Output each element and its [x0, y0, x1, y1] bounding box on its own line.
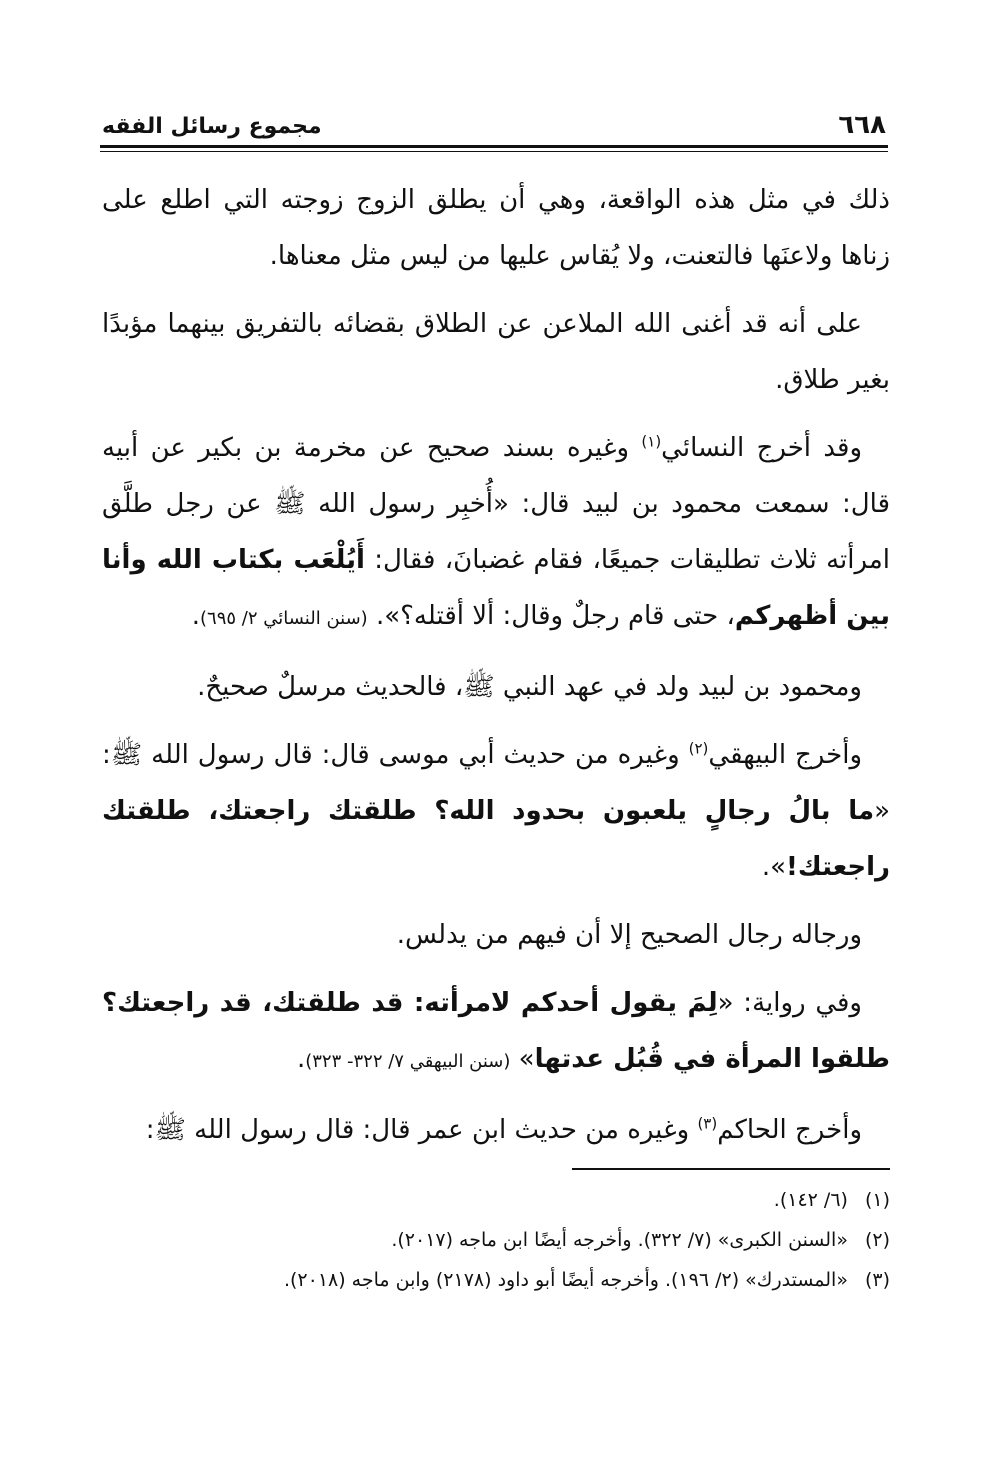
paragraph-text: »: [510, 1044, 535, 1074]
citation-text: (سنن النسائي ٢/ ٦٩٥): [200, 608, 368, 629]
paragraph-p3: [102, 420, 890, 647]
page-header: [100, 108, 888, 148]
paragraph-p2: [102, 296, 890, 408]
footnote-number: (٣): [864, 1269, 890, 1291]
paragraph-text: وغيره من حديث أبي موسى قال: قال رسول الله ﷺ: «: [102, 740, 890, 826]
paragraph-p7: [102, 975, 890, 1090]
paragraph-text: .: [296, 1044, 306, 1074]
running-title: مجموع رسائل الفقه: [102, 114, 322, 139]
footnote-text: (٦/ ١٤٢).: [773, 1189, 848, 1211]
footnote-item: [102, 1180, 890, 1220]
footnote-number: (٢): [864, 1229, 890, 1251]
main-text: [102, 172, 890, 1170]
footnote-separator: [572, 1168, 890, 1170]
paragraph-p8: [102, 1102, 890, 1158]
paragraph-text: ».: [761, 852, 787, 882]
quoted-hadith-text: لِمَ يقول أحدكم لامرأته: قد طلقتك، قد راجعتك؟ طلقوا المرأة في قُبُل عدتها: [102, 988, 890, 1074]
header-rule-thin: [100, 151, 888, 152]
paragraph-text: .: [191, 601, 201, 631]
footnote-ref: (١): [641, 432, 662, 451]
paragraph-text: ذلك في مثل هذه الواقعة، وهي أن يطلق الزوج زوجته التي اطلع على زناها ولاعنَها فالتعنت، ولا يُقاس عليها من ليس مثل معناها.: [102, 185, 890, 271]
footnote-ref: (٢): [688, 739, 709, 758]
paragraph-text: وأخرج البيهقي: [708, 740, 863, 770]
paragraph-text: ، حتى قام رجلٌ وقال: ألا أقتله؟».: [367, 601, 735, 631]
quoted-hadith-text: ما بالُ رجالٍ يلعبون بحدود الله؟ طلقتك راجعتك، طلقتك راجعتك!: [102, 796, 890, 882]
paragraph-text: وغيره بسند صحيح عن مخرمة بن بكير عن أبيه قال: سمعت محمود بن لبيد قال: «أُخبِر رسول الله ﷺ عن رجل طلَّق امرأته ثلاث تطليقات جميعًا، فقام غضبانَ، فقال:: [102, 433, 891, 575]
paragraph-text: وفي رواية: «: [717, 988, 862, 1018]
paragraph-p1: [102, 172, 890, 284]
paragraph-text: وأخرج الحاكم: [717, 1115, 862, 1145]
paragraph-text: ورجاله رجال الصحيح إلا أن فيهم من يدلس.: [396, 920, 862, 950]
header-rule: [100, 145, 888, 148]
paragraph-text: على أنه قد أغنى الله الملاعن عن الطلاق بقضائه بالتفريق بينهما مؤبدًا بغير طلاق.: [102, 309, 890, 395]
footnote-ref: (٣): [697, 1114, 718, 1133]
footnotes: [102, 1180, 890, 1300]
footnote-item: [102, 1220, 890, 1260]
quoted-hadith-text: أَيُلْعَب بكتاب الله وأنا بين أظهركم: [102, 545, 890, 631]
paragraph-p4: [102, 659, 890, 715]
footnote-text: «السنن الكبرى» (٧/ ٣٢٢). وأخرجه أيضًا ابن ماجه (٢٠١٧).: [391, 1229, 848, 1251]
footnote-item: [102, 1260, 890, 1300]
paragraph-p5: [102, 727, 890, 895]
citation-text: (سنن البيهقي ٧/ ٣٢٢- ٣٢٣): [305, 1051, 511, 1072]
paragraph-p6: [102, 907, 890, 963]
paragraph-text: ومحمود بن لبيد ولد في عهد النبي ﷺ، فالحديث مرسلٌ صحيحٌ.: [197, 672, 862, 702]
footnote-number: (١): [864, 1189, 890, 1211]
paragraph-text: وغيره من حديث ابن عمر قال: قال رسول الله ﷺ:: [145, 1115, 698, 1145]
footnote-text: «المستدرك» (٢/ ١٩٦). وأخرجه أيضًا أبو داود (٢١٧٨) وابن ماجه (٢٠١٨).: [283, 1269, 848, 1291]
page-number: ٦٦٨: [838, 110, 886, 140]
paragraph-text: وقد أخرج النسائي: [661, 433, 862, 463]
